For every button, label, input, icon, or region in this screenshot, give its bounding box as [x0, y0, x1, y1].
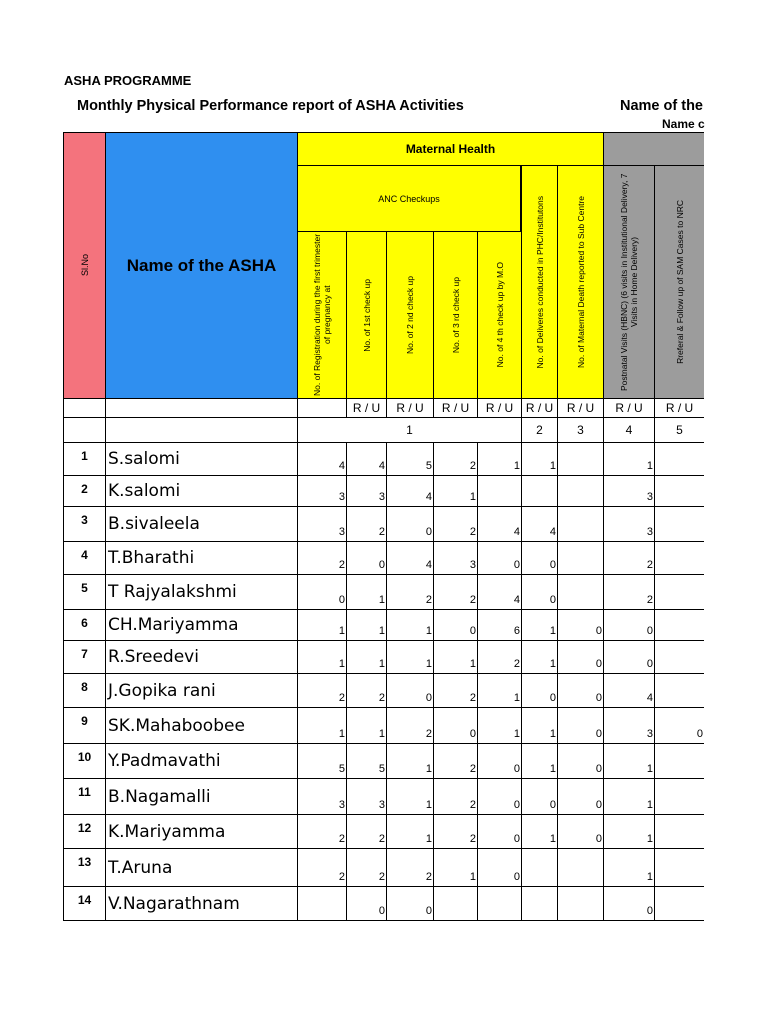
row-value: 0	[477, 541, 522, 575]
row-value	[654, 475, 704, 507]
ru-label: R / U	[477, 398, 522, 418]
row-value: 0	[521, 778, 558, 815]
row-asha-name: B.sivaleela	[105, 506, 298, 542]
row-value: 2	[433, 743, 478, 779]
group-row-slno	[63, 417, 106, 443]
row-value: 1	[297, 707, 347, 744]
row-value	[557, 886, 604, 921]
row-value: 2	[386, 574, 434, 610]
row-asha-name: T.Aruna	[105, 848, 298, 887]
group-number-4: 4	[603, 417, 655, 443]
row-value	[654, 886, 704, 921]
row-value: 3	[603, 707, 655, 744]
row-value: 2	[477, 640, 522, 674]
row-value: 2	[603, 574, 655, 610]
ru-label: R / U	[346, 398, 387, 418]
row-value: 1	[477, 707, 522, 744]
row-value: 0	[557, 778, 604, 815]
ru-row-slno	[63, 398, 106, 418]
row-slno: 2	[63, 475, 106, 507]
row-slno: 1	[63, 442, 106, 476]
row-value: 0	[346, 886, 387, 921]
row-asha-name: J.Gopika rani	[105, 673, 298, 708]
row-value: 2	[297, 848, 347, 887]
row-value: 2	[433, 442, 478, 476]
check4-header: No. of 4 th check up by M.O	[477, 231, 522, 399]
row-value: 1	[386, 778, 434, 815]
row-value: 3	[297, 475, 347, 507]
row-value	[521, 475, 558, 507]
row-value: 1	[386, 640, 434, 674]
row-value: 2	[346, 673, 387, 708]
row-value: 4	[346, 442, 387, 476]
row-value: 2	[603, 541, 655, 575]
row-value	[654, 541, 704, 575]
row-value: 0	[557, 743, 604, 779]
row-slno: 3	[63, 506, 106, 542]
group-row-name	[105, 417, 298, 443]
row-value: 1	[477, 442, 522, 476]
row-value: 2	[433, 673, 478, 708]
row-value	[557, 574, 604, 610]
right-heading-name-of-the: Name of the	[620, 98, 703, 114]
row-value: 2	[433, 506, 478, 542]
slno-header: Sl.No	[63, 132, 106, 399]
row-value: 0	[557, 814, 604, 849]
row-value: 2	[346, 814, 387, 849]
row-value: 2	[297, 541, 347, 575]
row-asha-name: R.Sreedevi	[105, 640, 298, 674]
row-value: 5	[346, 743, 387, 779]
row-value: 2	[297, 673, 347, 708]
row-value: 1	[297, 609, 347, 641]
row-slno: 4	[63, 541, 106, 575]
row-value: 0	[386, 673, 434, 708]
row-value: 0	[477, 814, 522, 849]
row-value: 2	[433, 574, 478, 610]
row-value: 0	[521, 541, 558, 575]
row-value	[654, 778, 704, 815]
check1-header: No. of 1st check up	[346, 231, 387, 399]
row-value: 4	[386, 541, 434, 575]
row-value	[557, 848, 604, 887]
maternal-health-header: Maternal Health	[297, 132, 604, 166]
row-value: 1	[603, 848, 655, 887]
row-value: 1	[603, 778, 655, 815]
row-value: 0	[477, 778, 522, 815]
row-value: 4	[297, 442, 347, 476]
row-value	[557, 541, 604, 575]
row-value: 1	[521, 442, 558, 476]
referral-header: Rreferal & Follow up of SAM Cases to NRC	[654, 165, 704, 399]
row-value: 0	[433, 609, 478, 641]
ru-label: R / U	[433, 398, 478, 418]
row-value: 0	[386, 886, 434, 921]
row-slno: 5	[63, 574, 106, 610]
row-value	[654, 574, 704, 610]
row-value	[654, 442, 704, 476]
ru-label: R / U	[386, 398, 434, 418]
row-slno: 9	[63, 707, 106, 744]
row-value: 0	[521, 673, 558, 708]
name-header: Name of the ASHA	[105, 132, 298, 399]
row-value	[477, 475, 522, 507]
row-slno: 6	[63, 609, 106, 641]
row-asha-name: K.salomi	[105, 475, 298, 507]
programme-label: ASHA PROGRAMME	[64, 73, 192, 88]
row-slno: 7	[63, 640, 106, 674]
row-value: 3	[433, 541, 478, 575]
row-value: 0	[386, 506, 434, 542]
row-slno: 12	[63, 814, 106, 849]
row-value	[433, 886, 478, 921]
row-value: 2	[346, 848, 387, 887]
ru-row-registration	[297, 398, 347, 418]
row-value: 4	[521, 506, 558, 542]
row-value	[654, 640, 704, 674]
row-value	[521, 848, 558, 887]
row-value: 1	[297, 640, 347, 674]
check2-header: No. of 2 nd check up	[386, 231, 434, 399]
row-value	[297, 886, 347, 921]
row-value: 1	[603, 743, 655, 779]
row-value: 1	[346, 574, 387, 610]
row-value: 1	[346, 640, 387, 674]
row-value: 5	[386, 442, 434, 476]
row-asha-name: SK.Mahaboobee	[105, 707, 298, 744]
row-value: 3	[297, 506, 347, 542]
row-value: 1	[521, 640, 558, 674]
row-asha-name: B.Nagamalli	[105, 778, 298, 815]
row-value	[557, 442, 604, 476]
row-value: 0	[557, 707, 604, 744]
row-value: 3	[603, 475, 655, 507]
row-value: 3	[297, 778, 347, 815]
row-value: 2	[386, 848, 434, 887]
row-value: 2	[433, 814, 478, 849]
row-value: 1	[386, 743, 434, 779]
row-value: 2	[297, 814, 347, 849]
row-value: 1	[603, 814, 655, 849]
row-value: 1	[346, 707, 387, 744]
row-asha-name: CH.Mariyamma	[105, 609, 298, 641]
row-asha-name: Y.Padmavathi	[105, 743, 298, 779]
row-value: 0	[477, 743, 522, 779]
row-slno: 14	[63, 886, 106, 921]
row-value	[654, 609, 704, 641]
row-value: 0	[557, 640, 604, 674]
row-value: 1	[386, 609, 434, 641]
row-value: 1	[346, 609, 387, 641]
row-value: 4	[603, 673, 655, 708]
row-asha-name: S.salomi	[105, 442, 298, 476]
row-value: 1	[433, 640, 478, 674]
row-asha-name: T Rajyalakshmi	[105, 574, 298, 610]
registration-header: No. of Registration during the first trimester of pregnancy at	[297, 231, 347, 399]
anc-checkups-header: ANC Checkups	[297, 165, 521, 232]
row-value	[654, 848, 704, 887]
ru-label: R / U	[521, 398, 558, 418]
row-value: 0	[433, 707, 478, 744]
row-value: 0	[521, 574, 558, 610]
group-number-5: 5	[654, 417, 704, 443]
row-value: 2	[433, 778, 478, 815]
ru-label: R / U	[654, 398, 704, 418]
row-value: 2	[386, 707, 434, 744]
row-value: 1	[386, 814, 434, 849]
row-value: 1	[477, 673, 522, 708]
row-value	[557, 506, 604, 542]
row-value	[654, 673, 704, 708]
postnatal-header: Postnatal Visits (HBNC) (6 visits in Institutional Delivery, 7 Visits in Home Delivery)	[603, 165, 655, 399]
row-value	[477, 886, 522, 921]
row-value	[654, 814, 704, 849]
row-value: 0	[477, 848, 522, 887]
group-number-3: 3	[557, 417, 604, 443]
maternal-death-header: No. of Maternal Death reported to Sub Centre	[557, 165, 604, 399]
row-asha-name: V.Nagarathnam	[105, 886, 298, 921]
row-value: 0	[297, 574, 347, 610]
row-value: 4	[477, 574, 522, 610]
group-number-1: 1	[297, 417, 522, 443]
ru-label: R / U	[603, 398, 655, 418]
row-value: 1	[433, 848, 478, 887]
row-value: 0	[654, 707, 704, 744]
row-value: 1	[521, 814, 558, 849]
row-slno: 13	[63, 848, 106, 887]
row-value: 0	[557, 609, 604, 641]
row-value: 0	[603, 886, 655, 921]
row-value: 1	[521, 609, 558, 641]
row-value: 0	[603, 609, 655, 641]
row-value: 5	[297, 743, 347, 779]
row-value: 1	[521, 707, 558, 744]
row-value: 0	[346, 541, 387, 575]
row-value: 3	[346, 475, 387, 507]
row-value: 2	[346, 506, 387, 542]
ru-row-name	[105, 398, 298, 418]
row-value: 3	[346, 778, 387, 815]
group-number-2: 2	[521, 417, 558, 443]
deliveries-header: No. of Deliveres conducted in PHC/Institutons	[521, 165, 558, 399]
row-slno: 11	[63, 778, 106, 815]
ru-label: R / U	[557, 398, 604, 418]
row-slno: 10	[63, 743, 106, 779]
row-value	[654, 743, 704, 779]
row-slno: 8	[63, 673, 106, 708]
report-title: Monthly Physical Performance report of ASHA Activities	[77, 98, 464, 114]
row-value	[654, 506, 704, 542]
row-value: 3	[603, 506, 655, 542]
row-value: 4	[477, 506, 522, 542]
row-value: 0	[557, 673, 604, 708]
row-asha-name: K.Mariyamma	[105, 814, 298, 849]
row-asha-name: T.Bharathi	[105, 541, 298, 575]
row-value: 6	[477, 609, 522, 641]
row-value	[521, 886, 558, 921]
right-heading-name-c: Name c	[662, 117, 705, 131]
row-value	[557, 475, 604, 507]
row-value: 0	[603, 640, 655, 674]
row-value: 1	[433, 475, 478, 507]
row-value: 1	[603, 442, 655, 476]
row-value: 4	[386, 475, 434, 507]
row-value: 1	[521, 743, 558, 779]
check3-header: No. of 3 rd check up	[433, 231, 478, 399]
